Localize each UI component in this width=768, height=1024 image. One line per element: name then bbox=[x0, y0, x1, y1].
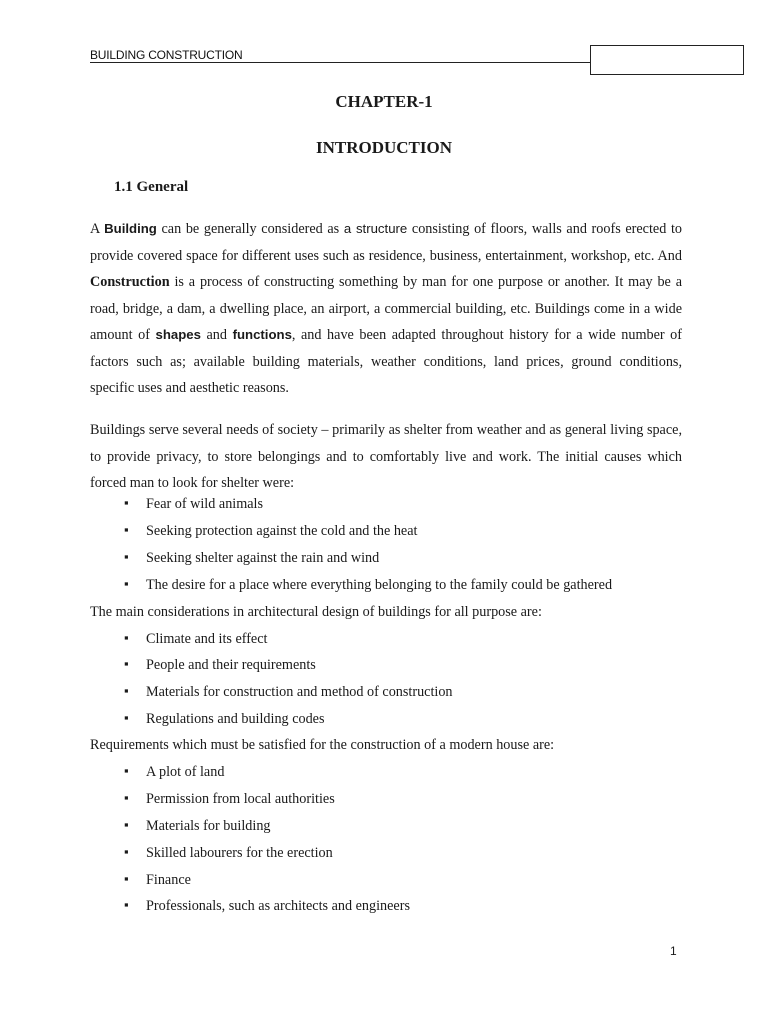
chapter-number: CHAPTER-1 bbox=[335, 92, 433, 111]
list-item: ▪ Climate and its effect bbox=[126, 631, 267, 648]
list-item: ▪ Skilled labourers for the erection bbox=[126, 845, 333, 862]
lead-design-considerations: The main considerations in architectural design of buildings for all purpose are: bbox=[90, 604, 542, 620]
list-item: ▪ Seeking protection against the cold and the heat bbox=[126, 523, 417, 540]
list-item: ▪ Professionals, such as architects and engineers bbox=[126, 898, 410, 915]
list-item: ▪ The desire for a place where everything belonging to the family could be gathered bbox=[126, 577, 612, 594]
list-item: ▪ Materials for building bbox=[126, 818, 271, 835]
list-item: ▪ Regulations and building codes bbox=[126, 711, 325, 728]
term-building: Building bbox=[104, 221, 157, 236]
term-functions: functions bbox=[232, 327, 292, 342]
list-item: ▪ Seeking shelter against the rain and wind bbox=[126, 550, 379, 567]
term-construction: Construction bbox=[90, 274, 170, 290]
term-shapes: shapes bbox=[155, 327, 201, 342]
paragraph-needs: Buildings serve several needs of society – primarily as shelter from weather and as general living space, to provide privacy, to store belongings and to comfortably live and work. The initial causes which forced man to look for shelter were: bbox=[90, 422, 682, 491]
list-item: ▪ Permission from local authorities bbox=[126, 791, 335, 808]
header-box bbox=[590, 45, 744, 75]
list-item: ▪ Finance bbox=[126, 872, 191, 889]
paragraph-general: A Building can be generally considered as a structure consisting of floors, walls and roofs erected to provide covered space for different uses such as residence, business, entertainment, workshop, etc. And Construction is a process of constructing something by man for one purpose or another. It may be a road, bridge, a dam, a dwelling place, an airport, a commercial building, etc. Buildings come in a wide amount of shapes and functions, and have been adapted throughout history for a wide number of factors such as; available building materials, weather conditions, land prices, ground conditions, specific uses and aesthetic reasons. bbox=[90, 221, 682, 396]
lead-requirements: Requirements which must be satisfied for the construction of a modern house are: bbox=[90, 737, 555, 753]
header-label: BUILDING CONSTRUCTION bbox=[90, 48, 243, 62]
chapter-title: INTRODUCTION bbox=[315, 138, 453, 157]
header-rule bbox=[90, 62, 590, 63]
list-item: ▪ Materials for construction and method of construction bbox=[126, 684, 453, 701]
list-item: ▪ A plot of land bbox=[126, 764, 224, 781]
list-item: ▪ People and their requirements bbox=[126, 657, 316, 674]
section-title: 1.1 General bbox=[114, 179, 189, 195]
list-item: ▪ Fear of wild animals bbox=[126, 496, 263, 513]
page-number: 1 bbox=[670, 944, 677, 958]
term-structure: a structure bbox=[343, 221, 408, 236]
